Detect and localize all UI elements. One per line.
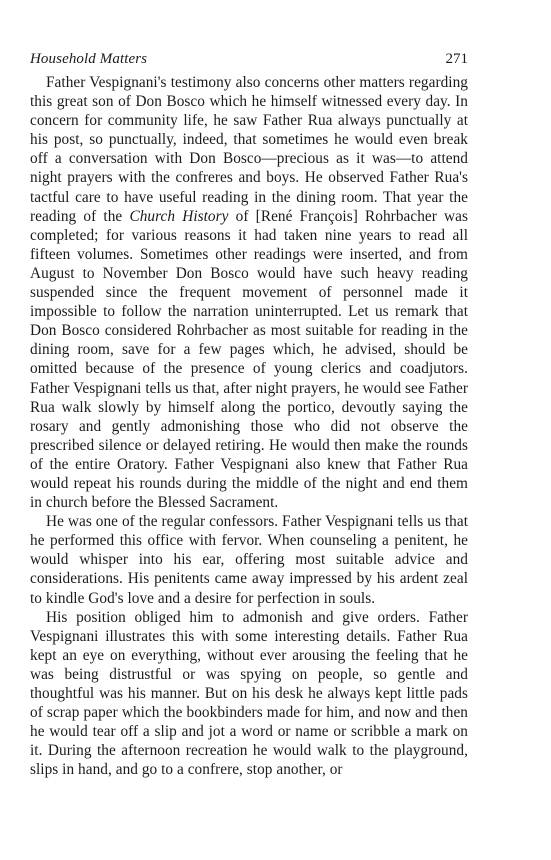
paragraph-1 — [30, 73, 468, 512]
body-text — [30, 73, 468, 779]
running-title: Household Matters — [30, 51, 148, 67]
paragraph-2: He was one of the regular confessors. Father Vespignani tells us that he performed this office with fervor. When counseling a penitent, he would whisper into his ear, offering most suitable advice and considerations. His penitents came away impressed by his ardent zeal to kindle God's love and a desire for perfection in souls. — [30, 513, 468, 607]
book-page — [30, 49, 468, 779]
page-number: 271 — [445, 51, 468, 67]
paragraph-1-text-end: of [René François] Rohrbacher was completed; for various reasons it had taken nine years to read all fifteen volumes. Sometimes other readings were inserted, and from August to November Don Bosco would have such heavy reading suspended since the frequent movement of personnel made it impossible to follow the narration uninterrupted. Let us remark that Don Bosco considered Rohrbacher as most suitable for reading in the dining room, save for a few pages which, he advised, should be omitted because of the presence of young clerics and coadjutors. Father Vespignani tells us that, after night prayers, he would see Father Rua walk slowly by himself along the portico, devoutly saying the rosary and gently admonishing those who did not observe the prescribed silence or delayed retiring. He would then make the rounds of the entire Oratory. Father Vespignani also knew that Father Rua would repeat his rounds during the middle of the night and end them in church before the Blessed Sacrament. — [30, 207, 468, 512]
running-header — [30, 49, 468, 69]
paragraph-1-text-start: Father Vespignani's testimony also concerns other matters regarding this great son of Don Bosco which he himself witnessed every day. In concern for community life, he saw Father Rua always punctually at his post, so punctually, indeed, that sometimes he would even break off a conversation with Don Bosco—precious as it was—to attend night prayers with the confreres and boys. He observed Father Rua's tactful care to have useful reading in the dining room. That year the reading of the — [30, 74, 468, 225]
paragraph-3: His position obliged him to admonish and give orders. Father Vespignani illustrates this with some interesting details. Father Rua kept an eye on everything, without ever arousing the feeling that he was being distrustful or was spying on people, so gentle and thoughtful was his manner. But on his desk he always kept little pads of scrap paper which the bookbinders made for him, and now and then he would tear off a slip and jot a word or name or scribble a mark on it. During the afternoon recreation he would walk to the playground, slips in hand, and go to a confrere, stop another, or — [30, 608, 468, 779]
book-title-italic: Church History — [129, 207, 229, 225]
